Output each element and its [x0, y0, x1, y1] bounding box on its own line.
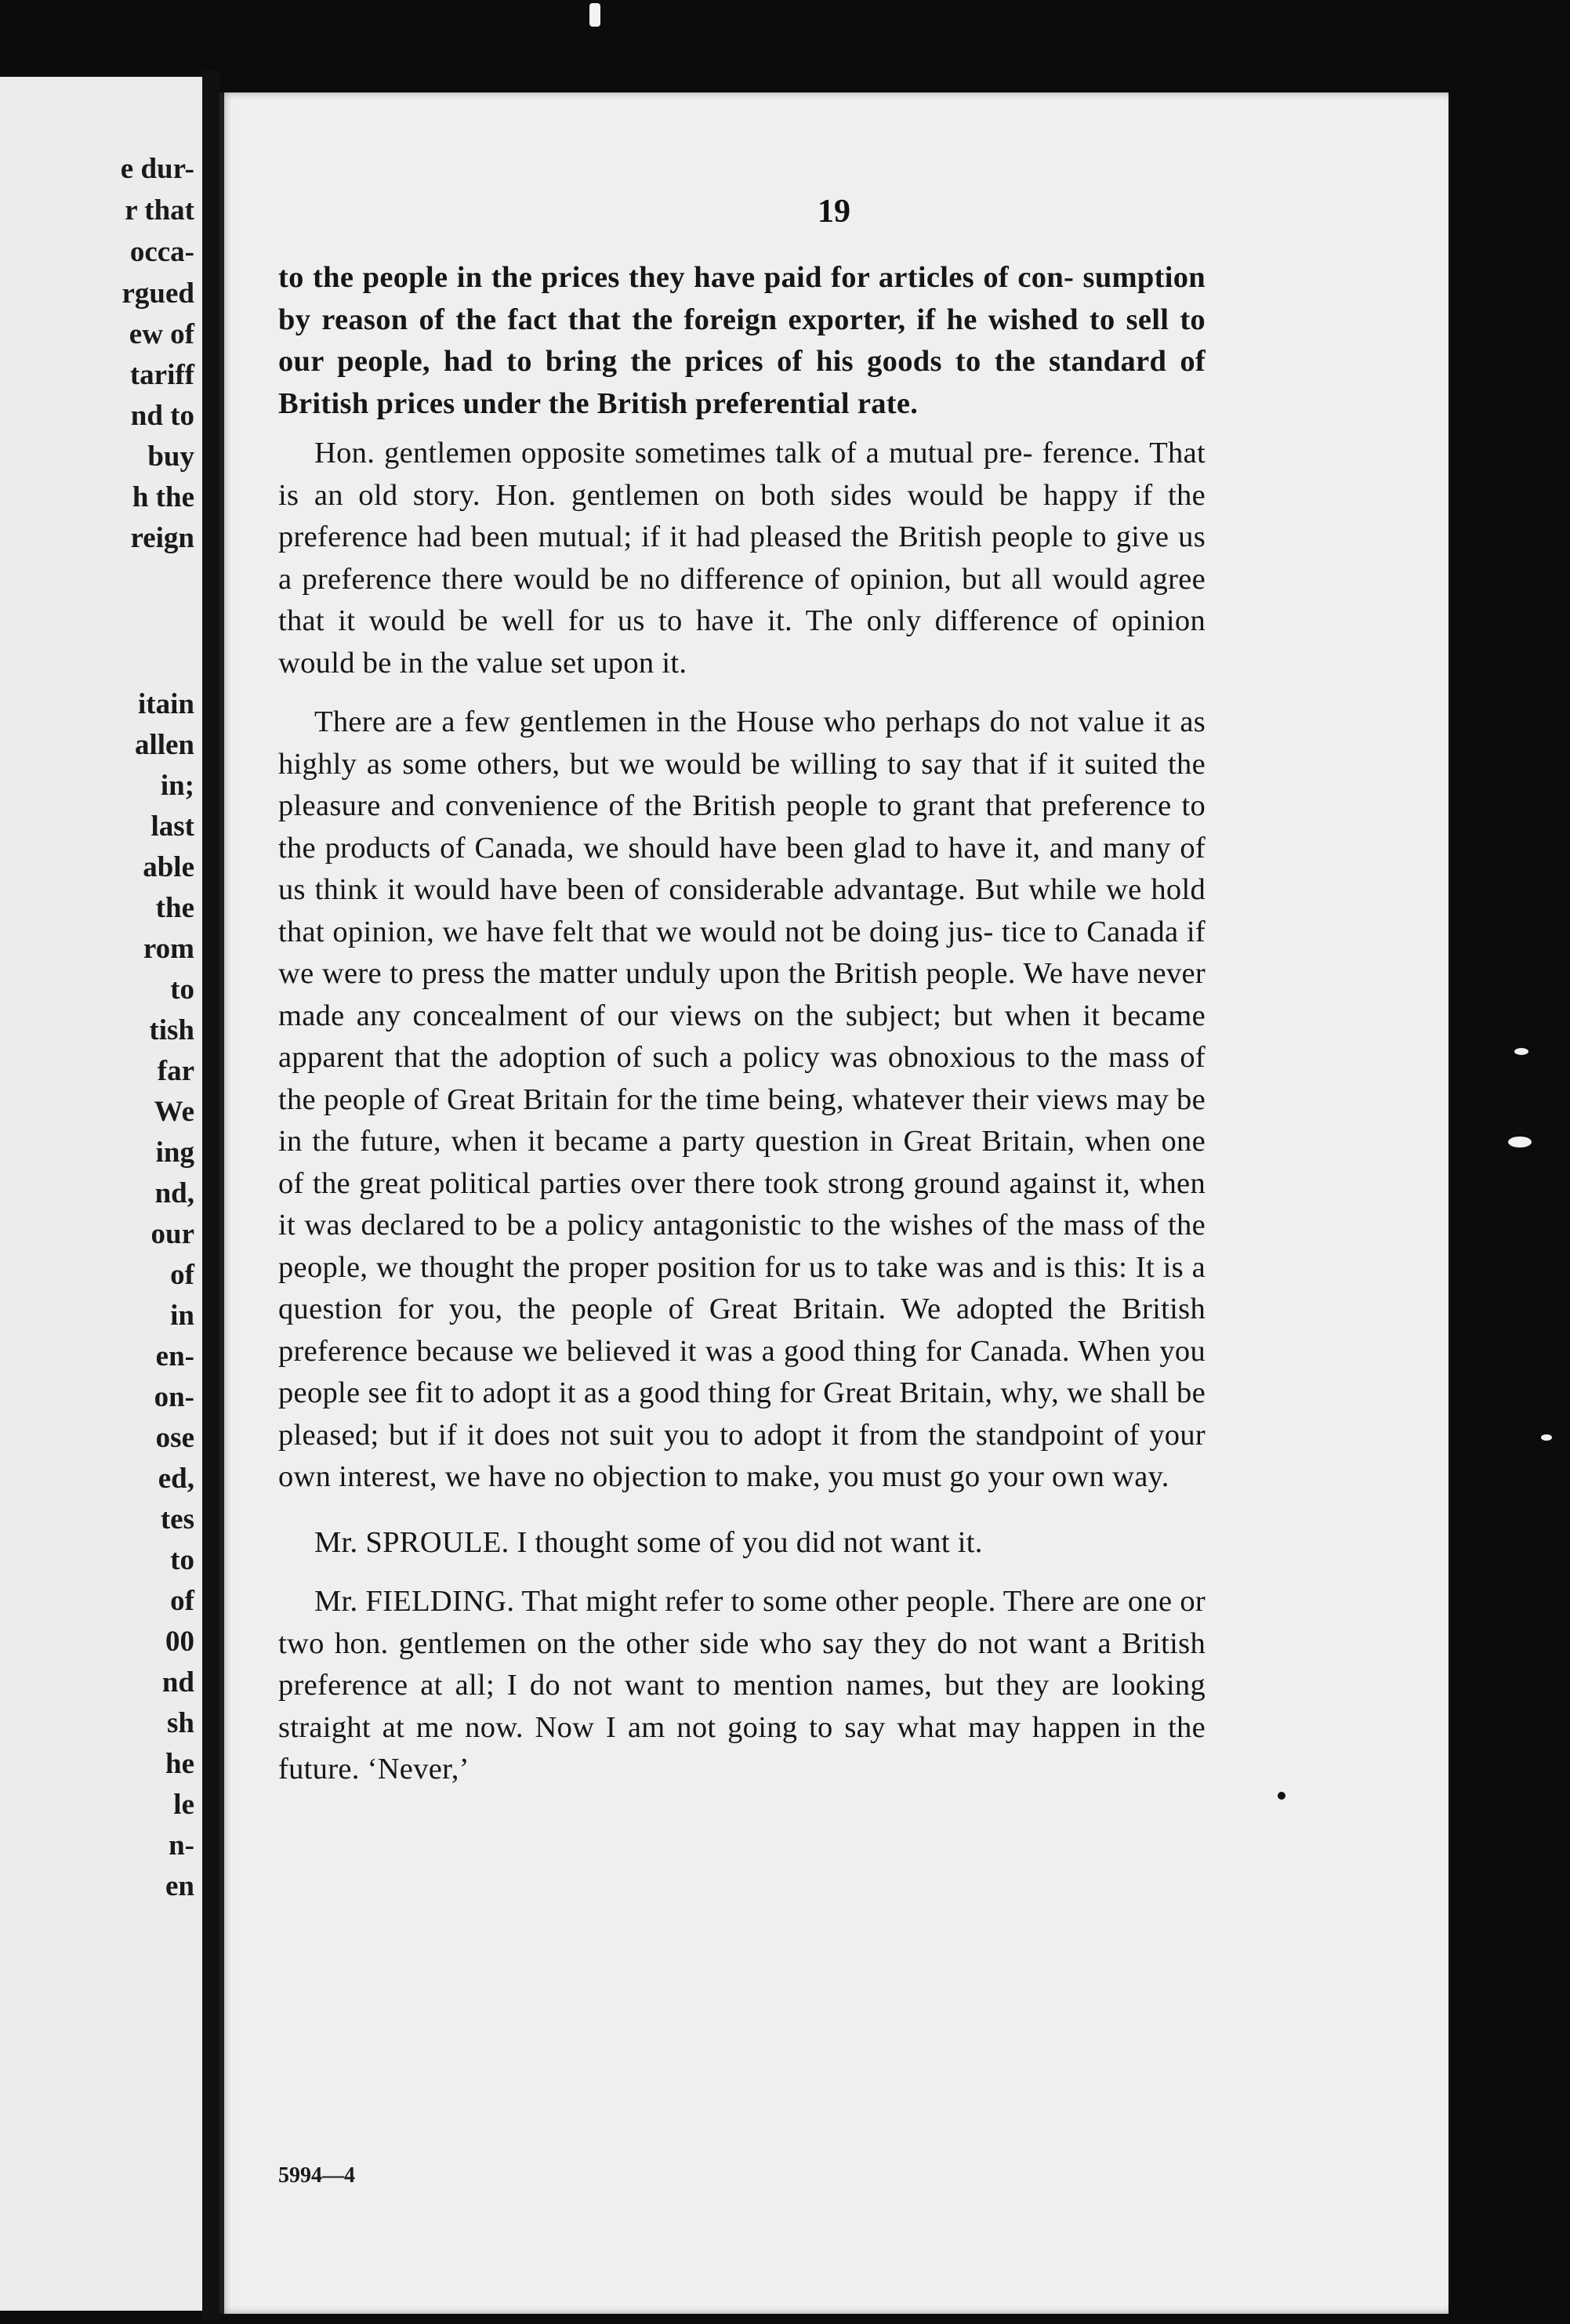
facing-page-fragment: allen	[134, 729, 194, 761]
facing-page-fragment: nd to	[130, 400, 194, 432]
facing-page-fragment: last	[150, 810, 194, 843]
facing-page-fragment: itain	[138, 688, 194, 720]
facing-page-fragment: far	[157, 1055, 194, 1087]
facing-page-fragment: sh	[167, 1707, 194, 1739]
facing-page-fragment: he	[165, 1748, 194, 1780]
facing-page-fragment: reign	[130, 522, 194, 554]
facing-page-fragment: ose	[155, 1422, 194, 1454]
facing-page-fragment: the	[155, 892, 194, 924]
scan-speck	[1278, 1792, 1285, 1800]
facing-page-fragment: r that	[125, 194, 194, 227]
facing-page-fragment: en-	[155, 1340, 194, 1372]
facing-page	[0, 77, 202, 2311]
document-page	[219, 92, 1449, 2314]
facing-page-fragment: to	[170, 1544, 194, 1576]
signature-mark: 5994—4	[278, 2163, 355, 2188]
facing-page-fragment: le	[173, 1789, 194, 1821]
facing-page-fragment: tes	[160, 1503, 194, 1535]
speech-text: That might refer to some other people. There are one or two hon. gentlemen on the other side who say they do not want a British preference at all; I do not want to mention names, but they are looking straight at me now. Now I am not going to say what may happen in the future. ‘Never,’	[278, 1585, 1206, 1786]
scan-speck	[1508, 1137, 1532, 1147]
paragraph-2: Hon. gentlemen opposite sometimes talk of a mutual pre- ference. That is an old story. Hon. gentlemen on both sides would be happy if the preference had been mutual; if it had pleased the British people to give us a preference there would be no difference of opinion, but all would agree that it would be well for us to have it. The only difference of opinion would be in the value set upon it.	[278, 437, 1206, 680]
facing-page-fragment: rom	[143, 933, 194, 965]
facing-page-fragment: our	[150, 1218, 194, 1250]
facing-page-fragment: tish	[149, 1014, 194, 1046]
facing-page-fragment: buy	[147, 441, 194, 473]
facing-page-fragment: ing	[155, 1137, 194, 1169]
page-number: 19	[818, 194, 850, 230]
scan-speck	[1514, 1048, 1528, 1055]
facing-page-fragment: nd,	[154, 1177, 194, 1209]
facing-page-fragment: able	[143, 851, 194, 883]
facing-page-fragment: occa-	[129, 236, 194, 268]
facing-page-fragment: e dur-	[120, 153, 194, 185]
facing-page-fragment: on-	[154, 1381, 194, 1413]
speech-fielding	[278, 1581, 1206, 1791]
page-gutter	[202, 71, 219, 2320]
facing-page-fragment: in;	[160, 770, 194, 802]
facing-page-fragment: ed,	[158, 1463, 194, 1495]
speech-text: I thought some of you did not want it.	[517, 1525, 983, 1559]
facing-page-fragment: h the	[132, 481, 194, 513]
facing-page-fragment: in	[170, 1300, 194, 1332]
facing-page-fragment: tariff	[129, 359, 194, 391]
speaker-name: Mr. SPROULE.	[314, 1525, 509, 1559]
facing-page-fragment: of	[170, 1585, 194, 1617]
paragraph-1: to thе people in the prices they have paid for articles of con- sumption by reason of the fact that the foreign exporter, if he wished to sell to our people, had to bring the prices of his goods to the standard of British prices under the British preferential rate.	[278, 261, 1206, 420]
facing-page-fragment: nd	[161, 1666, 194, 1699]
facing-page-fragment: We	[154, 1096, 194, 1128]
facing-page-fragment: ew of	[129, 318, 194, 350]
speaker-name: Mr. FIELDING.	[314, 1585, 515, 1618]
facing-page-fragment: en	[165, 1870, 194, 1902]
facing-page-fragment: 00	[165, 1626, 194, 1658]
paragraph-3: There are a few gentlemen in the House who perhaps do not value it as highly as some others, but we would be willing to say that if it suited the pleasure and convenience of the British people to grant that preference to the products of Canada, we should have been glad to have it, and many of us think it would have been of considerable advantage. But while we hold that opinion, we have felt that we would not be doing jus- tice to Canada if we were to press the matter unduly upon the British people. We have never made any concealment of our views on the subject; but when it became apparent that the adoption of such a policy was obnoxious to the mass of the people of Great Britain for the time being, whatever their views may be in the future, when it became a party question in Great Britain, when one of the great political parties over there took strong ground against it, when it was declared to be a policy antagonistic to the wishes of the mass of the people, we thought the proper position for us to take was and is this: It is a question for you, the people of Great Britain. We adopted the British preference because we believed it was a good thing for Canada. When you people see fit to adopt it as a good thing for Great Britain, why, we shall be pleased; but if it does not suit you to adopt it from the standpoint of your own interest, we have no objection to make, you must go your own way.	[278, 705, 1206, 1493]
scan-speck	[1541, 1434, 1552, 1441]
speech-sproule	[278, 1522, 1206, 1564]
body-text	[278, 257, 1206, 1791]
page-edge-rule	[219, 92, 224, 2314]
facing-page-fragment: to	[170, 973, 194, 1006]
facing-page-fragment: rgued	[121, 277, 194, 310]
facing-page-fragment: n-	[169, 1829, 194, 1862]
facing-page-fragment: of	[170, 1259, 194, 1291]
scan-speck	[589, 3, 600, 27]
